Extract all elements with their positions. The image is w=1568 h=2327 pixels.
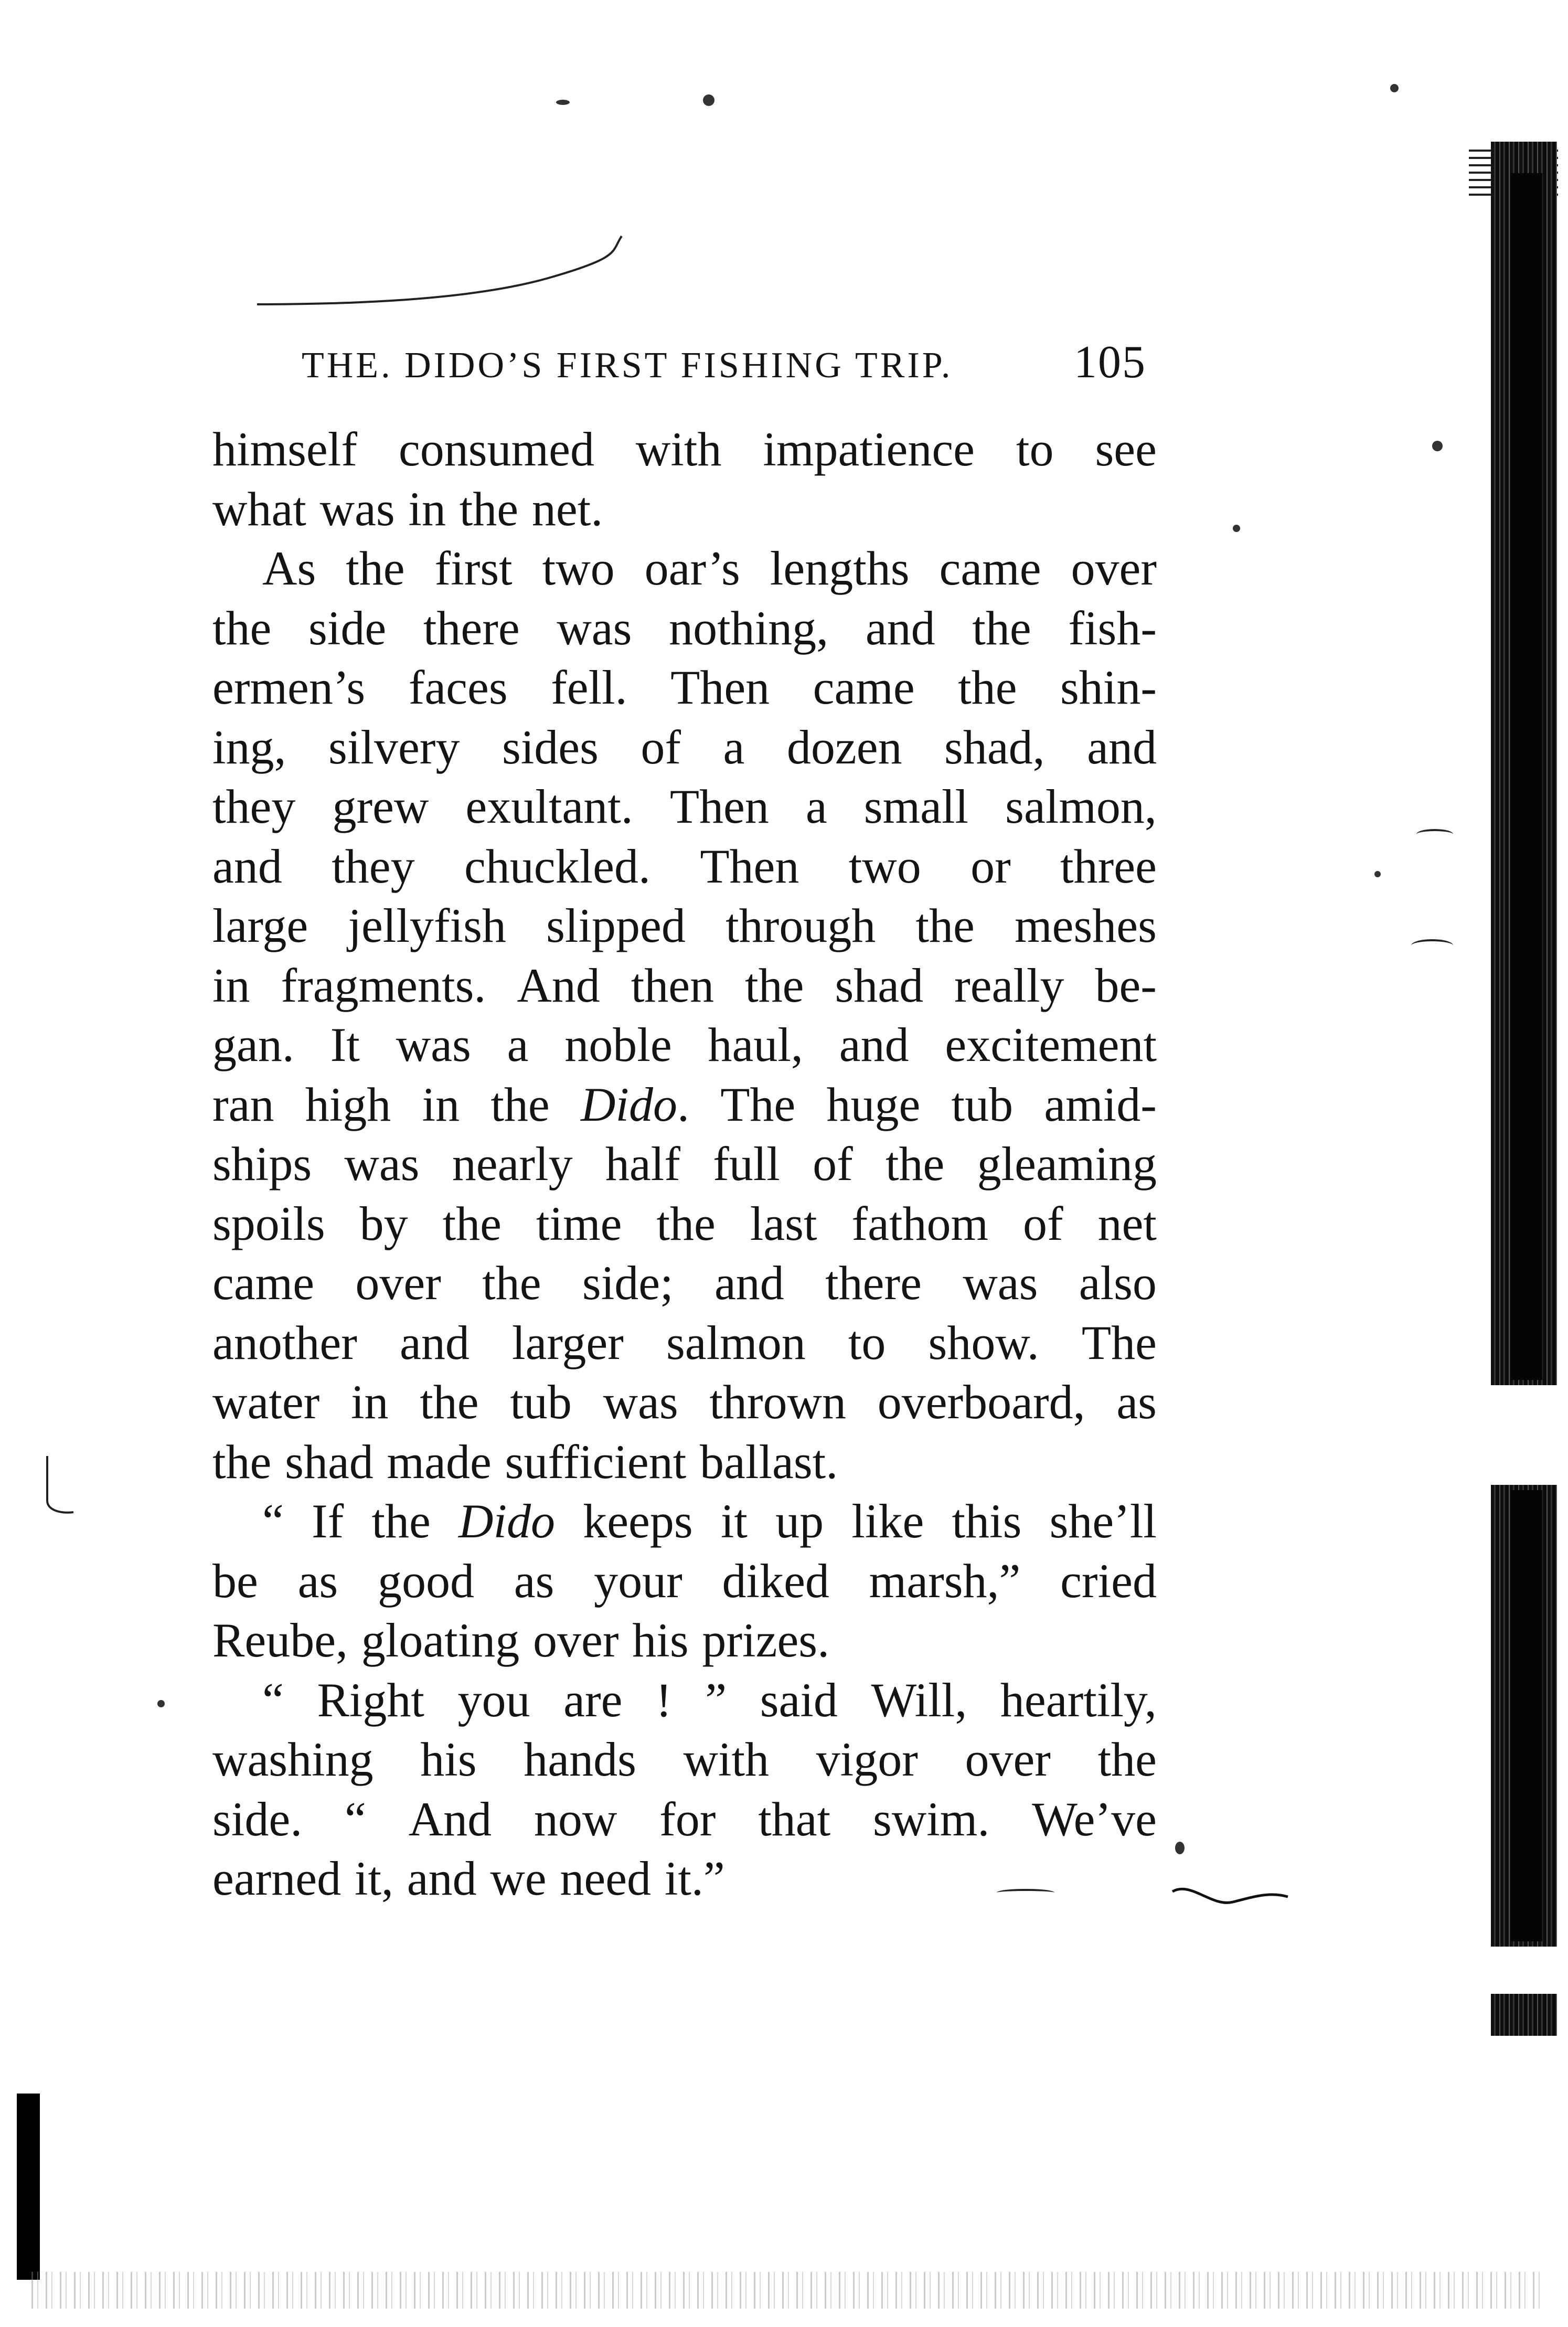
word: silvery: [328, 720, 460, 774]
word: tub: [510, 1375, 572, 1429]
word: “: [262, 1673, 284, 1727]
word: to: [1016, 422, 1054, 476]
scan-speck: [157, 1700, 165, 1707]
word: a: [507, 1018, 529, 1071]
word: the: [490, 1077, 550, 1131]
word: fell.: [551, 661, 627, 714]
word: good: [377, 1554, 474, 1608]
word: be: [212, 1554, 258, 1608]
word: dozen: [786, 720, 902, 774]
word: oar’s: [644, 541, 740, 595]
text-line: [212, 1671, 1157, 1730]
word: over: [355, 1256, 441, 1310]
word: the: [656, 1196, 716, 1250]
scan-speck: [556, 100, 570, 105]
word: a: [805, 780, 827, 833]
word: himself: [212, 422, 357, 476]
word: spoils: [212, 1196, 325, 1250]
word: was: [319, 482, 395, 536]
text-line: [212, 420, 1157, 480]
word: “: [262, 1494, 284, 1548]
word: in: [212, 958, 250, 1012]
word: net: [1097, 1196, 1157, 1250]
word: diked: [722, 1554, 829, 1608]
word: his: [420, 1733, 477, 1786]
word: “: [345, 1792, 366, 1846]
text-line: [212, 1075, 1157, 1135]
word: impatience: [763, 422, 975, 476]
word: exultant.: [465, 780, 633, 833]
word: she’ll: [1049, 1494, 1157, 1548]
pencil-stroke: [254, 231, 632, 315]
word: the: [972, 601, 1031, 655]
text-line: [212, 539, 1157, 599]
binding-core-lower: [1511, 1490, 1542, 1941]
word: gloating: [361, 1613, 520, 1667]
text-line: [212, 480, 1157, 539]
left-edge-shadow: [17, 2094, 40, 2280]
word: and: [212, 839, 282, 893]
word: gleaming: [977, 1137, 1157, 1191]
word: the: [212, 1435, 272, 1489]
word: another: [212, 1315, 357, 1369]
word: through: [726, 899, 876, 952]
word: to: [848, 1315, 886, 1369]
word: The: [720, 1077, 796, 1131]
left-margin-mark: [42, 1453, 79, 1522]
word: up: [775, 1494, 824, 1548]
word: chuckled.: [464, 839, 650, 893]
word: we: [490, 1852, 547, 1905]
word: time: [536, 1196, 622, 1250]
word: fish-: [1068, 601, 1157, 655]
word: that: [758, 1792, 831, 1846]
word: keeps: [583, 1494, 693, 1548]
word: the: [482, 1256, 541, 1310]
word: over: [533, 1613, 619, 1667]
text-line: [212, 1313, 1157, 1373]
word: was: [344, 1137, 420, 1191]
word: faces: [408, 661, 508, 714]
word: last: [750, 1196, 817, 1250]
word: side: [308, 601, 387, 655]
word: by: [359, 1196, 408, 1250]
word: small: [863, 780, 969, 833]
word: large: [212, 899, 308, 952]
word: Then: [670, 661, 770, 714]
word: ballast.: [700, 1435, 838, 1489]
word: it.”: [664, 1852, 725, 1905]
word: then: [631, 958, 714, 1012]
text-line: [212, 1790, 1157, 1850]
word: they: [212, 780, 296, 833]
word: and: [839, 1018, 909, 1071]
word: ships: [212, 1137, 312, 1191]
word: there: [423, 601, 520, 655]
scan-speck: [1175, 1842, 1185, 1854]
word: and: [865, 601, 935, 655]
word: over: [1071, 541, 1157, 595]
word: a: [723, 720, 745, 774]
word: was: [603, 1375, 678, 1429]
word: Reube,: [212, 1613, 348, 1667]
word: thrown: [709, 1375, 846, 1429]
word: As: [262, 541, 316, 595]
word: came: [212, 1256, 315, 1310]
word: ing,: [212, 720, 286, 774]
word: lengths: [770, 541, 910, 595]
word: his: [632, 1613, 689, 1667]
word: jellyfish: [348, 899, 506, 952]
word: be-: [1095, 958, 1157, 1012]
word: really: [954, 958, 1064, 1012]
word: We’ve: [1032, 1792, 1157, 1846]
word: larger: [511, 1315, 624, 1369]
word: also: [1079, 1256, 1157, 1310]
word: earned: [212, 1852, 342, 1905]
word: ermen’s: [212, 661, 366, 714]
word: amid-: [1044, 1077, 1157, 1131]
word: or: [970, 839, 1011, 893]
word: the: [212, 601, 272, 655]
word: what: [212, 482, 306, 536]
word: was: [963, 1256, 1038, 1310]
word: net.: [531, 482, 603, 536]
word: like: [851, 1494, 924, 1548]
word: as: [297, 1554, 338, 1608]
text-line: [212, 718, 1157, 778]
word: your: [594, 1554, 682, 1608]
word: the: [915, 899, 975, 952]
margin-squiggle: [1170, 1876, 1290, 1918]
word: shad,: [944, 720, 1045, 774]
text-line: [212, 1015, 1157, 1075]
word: the: [346, 541, 405, 595]
word: consumed: [398, 422, 594, 476]
text-line: [212, 1134, 1157, 1194]
page-number: 105: [1074, 337, 1146, 388]
text-line: [212, 956, 1157, 1016]
word: heartily,: [1000, 1673, 1157, 1727]
word: was: [396, 1018, 471, 1071]
word: Dido: [458, 1494, 556, 1548]
word: you: [457, 1673, 530, 1727]
word: prizes.: [702, 1613, 830, 1667]
word: swim.: [872, 1792, 990, 1846]
word: of: [641, 720, 681, 774]
word: now: [534, 1792, 617, 1846]
word: salmon,: [1005, 780, 1157, 833]
word: Then: [700, 839, 799, 893]
text-line: [212, 658, 1157, 718]
word: Right: [317, 1673, 424, 1727]
word: there: [825, 1256, 922, 1310]
text-line: [212, 896, 1157, 956]
word: It: [330, 1018, 360, 1071]
text-line: [212, 1253, 1157, 1313]
word: half: [605, 1137, 680, 1191]
word: The: [1081, 1315, 1157, 1369]
word: overboard,: [877, 1375, 1085, 1429]
word: fragments.: [281, 958, 486, 1012]
word: of: [1022, 1196, 1063, 1250]
word: this: [952, 1494, 1022, 1548]
word: Then: [669, 780, 769, 833]
text-line: [212, 599, 1157, 658]
word: vigor: [816, 1733, 918, 1786]
scan-speck: [703, 94, 714, 106]
word: two: [848, 839, 921, 893]
paragraph: [212, 539, 1157, 1492]
word: high: [305, 1077, 391, 1131]
word: tub: [951, 1077, 1014, 1131]
word: made: [387, 1435, 492, 1489]
word: shin-: [1060, 661, 1157, 714]
word: came: [939, 541, 1041, 595]
word: was: [557, 601, 632, 655]
word: for: [659, 1792, 716, 1846]
word: and: [714, 1256, 784, 1310]
word: Dido.: [580, 1077, 689, 1131]
word: show.: [928, 1315, 1039, 1369]
word: three: [1060, 839, 1157, 893]
word: Will,: [871, 1673, 967, 1727]
scan-scratch: [1416, 829, 1453, 840]
word: full: [713, 1137, 780, 1191]
scan-scratch: [1411, 939, 1453, 952]
scan-speck: [1390, 84, 1399, 92]
word: washing: [212, 1733, 374, 1786]
word: shad: [285, 1435, 374, 1489]
word: excitement: [945, 1018, 1157, 1071]
text-line: [212, 1492, 1157, 1552]
paragraph: [212, 420, 1157, 539]
word: as: [514, 1554, 554, 1608]
word: with: [635, 422, 722, 476]
paragraph: [212, 1492, 1157, 1671]
word: the: [885, 1137, 945, 1191]
text-line: [212, 1552, 1157, 1611]
word: the: [745, 958, 804, 1012]
word: it,: [354, 1852, 394, 1905]
word: came: [813, 661, 915, 714]
word: and: [400, 1315, 470, 1369]
word: ”: [705, 1673, 727, 1727]
word: If: [312, 1494, 344, 1548]
text-line: [212, 1432, 1157, 1492]
text-line: [212, 1730, 1157, 1790]
word: nothing,: [669, 601, 829, 655]
word: sides: [502, 720, 599, 774]
scan-speck: [1374, 871, 1381, 877]
chapter-title: THE. DIDO’S FIRST FISHING TRIP.: [302, 345, 953, 386]
word: gan.: [212, 1018, 294, 1071]
scan-speck: [1233, 525, 1240, 532]
word: fathom: [851, 1196, 989, 1250]
word: they: [332, 839, 415, 893]
word: cried: [1060, 1554, 1157, 1608]
word: two: [542, 541, 615, 595]
word: hands: [524, 1733, 636, 1786]
word: and: [407, 1852, 477, 1905]
word: are: [563, 1673, 623, 1727]
word: grew: [332, 780, 429, 833]
word: huge: [826, 1077, 921, 1131]
running-head: [302, 336, 1146, 394]
word: in: [351, 1375, 389, 1429]
word: the: [442, 1196, 502, 1250]
word: see: [1095, 422, 1157, 476]
binding-core-upper: [1511, 173, 1542, 1380]
word: in: [422, 1077, 460, 1131]
word: the: [958, 661, 1017, 714]
word: with: [683, 1733, 770, 1786]
paragraph: [212, 1671, 1157, 1909]
word: meshes: [1015, 899, 1157, 952]
binding-shadow-bottom: [1491, 1994, 1557, 2036]
text-line: [212, 1194, 1157, 1254]
scan-speck: [1432, 441, 1443, 451]
text-line: [212, 837, 1157, 897]
word: salmon: [666, 1315, 806, 1369]
word: nearly: [452, 1137, 573, 1191]
text-line: [212, 1373, 1157, 1432]
word: marsh,”: [869, 1554, 1021, 1608]
word: water: [212, 1375, 320, 1429]
text-line: [212, 1849, 1157, 1909]
word: !: [656, 1673, 672, 1727]
word: slipped: [546, 899, 686, 952]
word: the: [420, 1375, 479, 1429]
text-line: [212, 1611, 1157, 1671]
word: And: [408, 1792, 492, 1846]
word: ran: [212, 1077, 274, 1131]
word: as: [1116, 1375, 1157, 1429]
word: need: [560, 1852, 652, 1905]
word: the: [459, 482, 519, 536]
word: sufficient: [505, 1435, 687, 1489]
word: of: [813, 1137, 853, 1191]
word: noble: [564, 1018, 672, 1071]
word: And: [517, 958, 600, 1012]
word: haul,: [708, 1018, 803, 1071]
word: shad: [835, 958, 924, 1012]
word: side;: [582, 1256, 674, 1310]
body-text: [212, 420, 1157, 1909]
bottom-edge-noise: [31, 2272, 1542, 2309]
word: and: [1087, 720, 1157, 774]
word: said: [760, 1673, 838, 1727]
word: side.: [212, 1792, 303, 1846]
text-line: [212, 777, 1157, 837]
word: first: [434, 541, 513, 595]
word: in: [408, 482, 446, 536]
word: the: [1097, 1733, 1157, 1786]
word: it: [720, 1494, 748, 1548]
word: over: [965, 1733, 1051, 1786]
word: the: [371, 1494, 431, 1548]
